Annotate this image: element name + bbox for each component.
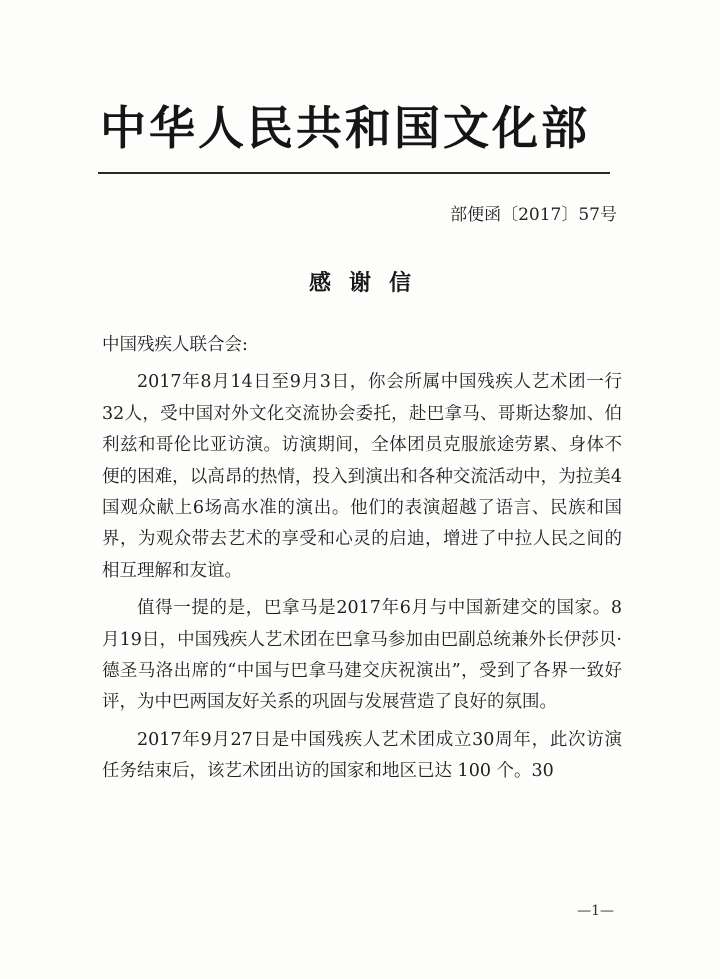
letter-title: 感谢信 — [308, 270, 429, 296]
paragraph: 2017年8月14日至9月3日，你会所属中国残疾人艺术团一行32人，受中国对外文化交流协会委托，赴巴拿马、哥斯达黎加、伯利兹和哥伦比亚访演。访演期间，全体团员克服旅途劳累、身体不便的困难，以高昂的热情，投入到演出和各种交流活动中，为拉美4国观众献上6场高水准的演出。他们的表演超越了语言、民族和国界，为观众带去艺术的享受和心灵的启迪，增进了中拉人民之间的相互理解和友谊。 — [102, 372, 622, 581]
page-number: —1— — [577, 903, 614, 919]
document-number: 部便函〔2017〕57号 — [450, 205, 617, 225]
letter-body — [102, 330, 622, 788]
paragraph: 2017年9月27日是中国残疾人艺术团成立30周年，此次访演任务结束后，该艺术团出访的国家和地区已达 100 个。30 — [102, 729, 622, 782]
salutation: 中国残疾人联合会: — [102, 335, 248, 355]
letterhead-title: 中华人民共和国文化部 — [100, 101, 590, 155]
paragraph: 值得一提的是，巴拿马是2017年6月与中国新建交的国家。8月19日，中国残疾人艺术团在巴拿马参加由巴副总统兼外长伊莎贝·德圣马洛出席的“中国与巴拿马建交庆祝演出”，受到了各界一致好评，为中巴两国友好关系的巩固与发展营造了良好的氛围。 — [102, 598, 622, 713]
letterhead-rule — [98, 172, 610, 174]
